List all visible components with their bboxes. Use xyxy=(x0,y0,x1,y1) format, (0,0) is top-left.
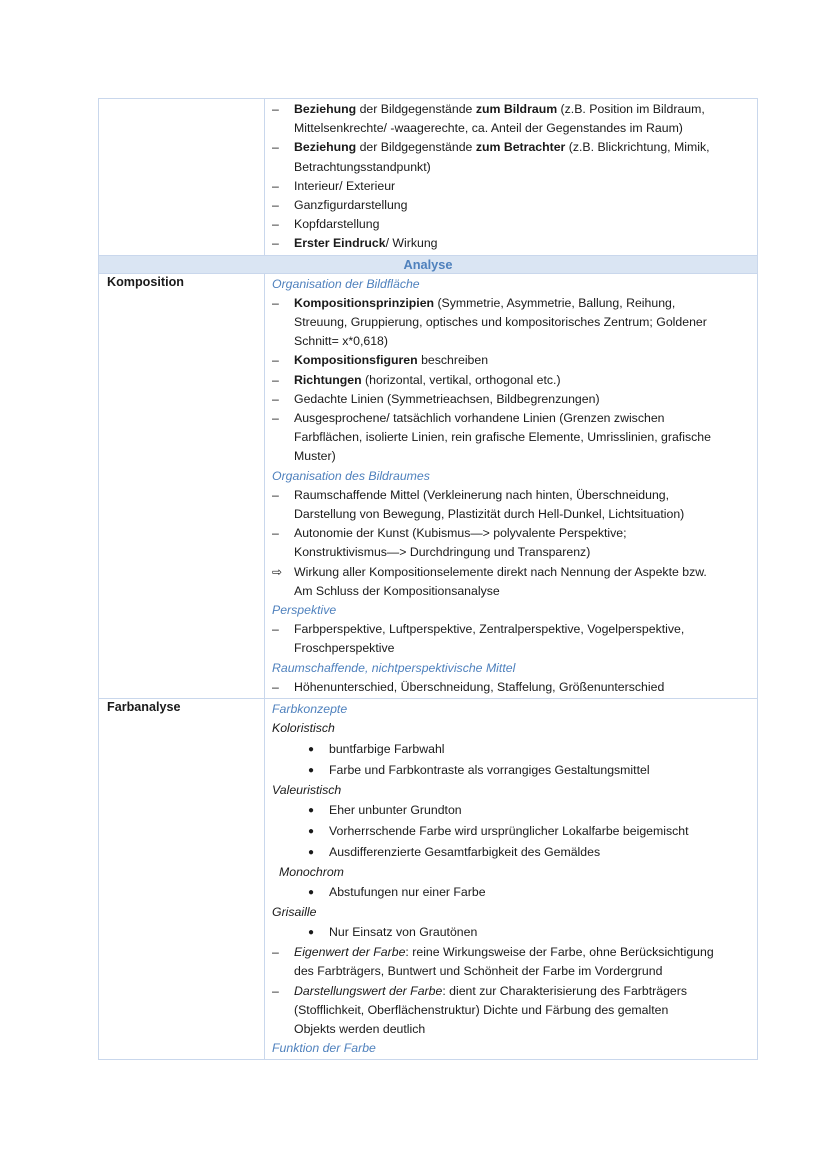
farbkonzept-title: Monochrom xyxy=(279,864,344,879)
arrow-icon: ⇨ xyxy=(272,564,283,579)
text-line: Erster Eindruck/ Wirkung xyxy=(294,236,438,251)
text-line: Ganzfigurdarstellung xyxy=(294,198,408,213)
bullet-item xyxy=(272,842,757,863)
bullet-text: Farbe und Farbkontraste als vorrangiges Gestaltungsmittel xyxy=(329,762,650,777)
list-item xyxy=(272,390,757,409)
text-line: Betrachtungsstandpunkt) xyxy=(294,159,431,174)
list-item-text xyxy=(294,215,757,234)
list-perspektive xyxy=(272,620,757,658)
dash-marker: – xyxy=(272,178,279,193)
bullet-text: Ausdifferenzierte Gesamtfarbigkeit des Gemäldes xyxy=(329,844,601,859)
list-item-text xyxy=(294,177,757,196)
dash-marker: – xyxy=(272,622,279,637)
dash-marker: – xyxy=(272,945,279,960)
list-bildraum xyxy=(272,486,757,601)
farbanalyse-label: Farbanalyse xyxy=(99,699,265,1060)
list-item xyxy=(272,100,757,138)
document-page xyxy=(98,98,758,1060)
list-item xyxy=(272,138,757,176)
bullet-dot-icon: ● xyxy=(308,846,315,858)
bullet-item xyxy=(272,821,757,842)
text-line: Streuung, Gruppierung, optisches und kompositorisches Zentrum; Goldener xyxy=(294,315,707,330)
text-line: Kompositionsfiguren beschreiben xyxy=(294,353,489,368)
list-item xyxy=(272,177,757,196)
dash-marker: – xyxy=(272,983,279,998)
list-item xyxy=(272,409,757,467)
text-line: (Stofflichkeit, Oberflächenstruktur) Dichte und Färbung des gemalten xyxy=(294,1002,669,1017)
farbkonzept-title: Grisaille xyxy=(272,904,317,919)
list-raumschaffende xyxy=(272,678,757,697)
list-item-text xyxy=(294,943,757,981)
farbkonzept-groups xyxy=(272,719,757,943)
bullet-dot-icon: ● xyxy=(308,804,315,816)
top-content-cell xyxy=(265,99,758,256)
list-item-text xyxy=(294,138,757,176)
bullet-item xyxy=(272,739,757,760)
text-line: Eigenwert der Farbe: reine Wirkungsweise der Farbe, ohne Berücksichtigung xyxy=(294,945,714,960)
text-line: Darstellung von Bewegung, Plastizität durch Hell-Dunkel, Lichtsituation) xyxy=(294,507,685,522)
list-item-text xyxy=(294,563,757,601)
section-title: Analyse xyxy=(99,255,758,273)
dash-marker: – xyxy=(272,391,279,406)
farbkonzept-title: Koloristisch xyxy=(272,721,335,736)
list-bildflaeche xyxy=(272,294,757,467)
text-line: Richtungen (horizontal, vertikal, orthogonal etc.) xyxy=(294,372,561,387)
list-farbwert xyxy=(272,943,757,1039)
dash-marker: – xyxy=(272,487,279,502)
section-header-row xyxy=(99,255,758,273)
list-item-text xyxy=(294,486,757,524)
heading-organisation-bildflaeche: Organisation der Bildfläche xyxy=(272,276,420,291)
list-item-text xyxy=(294,371,757,390)
list-item xyxy=(272,371,757,390)
farbanalyse-content xyxy=(265,699,758,1060)
list-item-text xyxy=(294,294,757,352)
text-line: Konstruktivismus—> Durchdringung und Transparenz) xyxy=(294,545,591,560)
text-line: Muster) xyxy=(294,449,336,464)
bullet-text: buntfarbige Farbwahl xyxy=(329,741,445,756)
dash-marker: – xyxy=(272,679,279,694)
list-item xyxy=(272,351,757,370)
bullet-dot-icon: ● xyxy=(308,927,315,939)
text-line: Beziehung der Bildgegenstände zum Betrachter (z.B. Blickrichtung, Mimik, xyxy=(294,140,710,155)
list-item-text xyxy=(294,678,757,697)
text-line: Autonomie der Kunst (Kubismus—> polyvalente Perspektive; xyxy=(294,526,627,541)
bullet-text: Eher unbunter Grundton xyxy=(329,802,462,817)
heading-raumschaffende-mittel: Raumschaffende, nichtperspektivische Mittel xyxy=(272,660,516,675)
list-item-text xyxy=(294,196,757,215)
list-item xyxy=(272,620,757,658)
list-item-text xyxy=(294,620,757,658)
text-line: Mittelsenkrechte/ -waagerechte, ca. Anteil der Gegenstandes im Raum) xyxy=(294,121,683,136)
list-item xyxy=(272,196,757,215)
text-line: des Farbträgers, Buntwert und Schönheit der Farbe im Vordergrund xyxy=(294,964,663,979)
dash-marker: – xyxy=(272,102,279,116)
bullet-dot-icon: ● xyxy=(308,743,315,755)
text-line: Objekts werden deutlich xyxy=(294,1021,426,1036)
bullet-dot-icon: ● xyxy=(308,825,315,837)
text-line: Ausgesprochene/ tatsächlich vorhandene Linien (Grenzen zwischen xyxy=(294,411,665,426)
heading-farbkonzepte: Farbkonzepte xyxy=(272,702,348,717)
text-line: Kopfdarstellung xyxy=(294,217,380,232)
text-line: Beziehung der Bildgegenstände zum Bildraum (z.B. Position im Bildraum, xyxy=(294,102,705,116)
text-line: Am Schluss der Kompositionsanalyse xyxy=(294,583,500,598)
dash-marker: – xyxy=(272,140,279,155)
bullet-item xyxy=(272,760,757,781)
bullet-item xyxy=(272,882,757,903)
bullet-text: Abstufungen nur einer Farbe xyxy=(329,884,486,899)
dash-marker: – xyxy=(272,198,279,213)
table-row-top xyxy=(99,99,758,256)
text-line: Interieur/ Exterieur xyxy=(294,178,396,193)
list-item-text xyxy=(294,351,757,370)
list-item-text xyxy=(294,234,757,253)
table-row-farbanalyse xyxy=(99,699,758,1060)
list-item xyxy=(272,294,757,352)
list-item xyxy=(272,982,757,1040)
komposition-content xyxy=(265,273,758,698)
text-line: Farbflächen, isolierte Linien, rein grafische Elemente, Umrisslinien, grafische xyxy=(294,430,711,445)
text-line: Froschperspektive xyxy=(294,641,395,656)
dash-marker: – xyxy=(272,526,279,541)
list-item-text xyxy=(294,524,757,562)
dash-marker: – xyxy=(272,372,279,387)
komposition-label: Komposition xyxy=(99,273,265,698)
list-item xyxy=(272,524,757,562)
list-item-text xyxy=(294,100,757,138)
list-item xyxy=(272,486,757,524)
dash-marker: – xyxy=(272,353,279,368)
text-line: Gedachte Linien (Symmetrieachsen, Bildbegrenzungen) xyxy=(294,391,600,406)
bullet-text: Nur Einsatz von Grautönen xyxy=(329,925,478,940)
text-line: Raumschaffende Mittel (Verkleinerung nach hinten, Überschneidung, xyxy=(294,487,670,502)
bullet-item xyxy=(272,800,757,821)
dash-marker: – xyxy=(272,217,279,232)
heading-funktion-farbe: Funktion der Farbe xyxy=(272,1041,376,1056)
text-line: Schnitt= x*0,618) xyxy=(294,334,388,349)
list-item xyxy=(272,678,757,697)
heading-perspektive: Perspektive xyxy=(272,603,337,618)
dash-marker: – xyxy=(272,236,279,251)
farbkonzept-title: Valeuristisch xyxy=(272,782,342,797)
text-line: Darstellungswert der Farbe: dient zur Charakterisierung des Farbträgers xyxy=(294,983,687,998)
list-item xyxy=(272,563,757,601)
list-item xyxy=(272,215,757,234)
bullet-dot-icon: ● xyxy=(308,886,315,898)
bullet-dot-icon: ● xyxy=(308,764,315,776)
list-item-text xyxy=(294,390,757,409)
empty-label-cell xyxy=(99,99,265,256)
analysis-table xyxy=(98,98,758,1060)
bullet-item xyxy=(272,922,757,943)
dash-marker: – xyxy=(272,411,279,426)
bullet-text: Vorherrschende Farbe wird ursprünglicher Lokalfarbe beigemischt xyxy=(329,823,689,838)
list-item-text xyxy=(294,409,757,467)
table-row-komposition xyxy=(99,273,758,698)
heading-organisation-bildraum: Organisation des Bildraumes xyxy=(272,468,430,483)
text-line: Wirkung aller Kompositionselemente direkt nach Nennung der Aspekte bzw. xyxy=(294,564,707,579)
list-item xyxy=(272,943,757,981)
text-line: Kompositionsprinzipien (Symmetrie, Asymmetrie, Ballung, Reihung, xyxy=(294,295,676,310)
text-line: Höhenunterschied, Überschneidung, Staffelung, Größenunterschied xyxy=(294,679,665,694)
text-line: Farbperspektive, Luftperspektive, Zentralperspektive, Vogelperspektive, xyxy=(294,622,685,637)
dash-marker: – xyxy=(272,295,279,310)
list-item-text xyxy=(294,982,757,1040)
list-item xyxy=(272,234,757,253)
top-list xyxy=(272,100,757,254)
